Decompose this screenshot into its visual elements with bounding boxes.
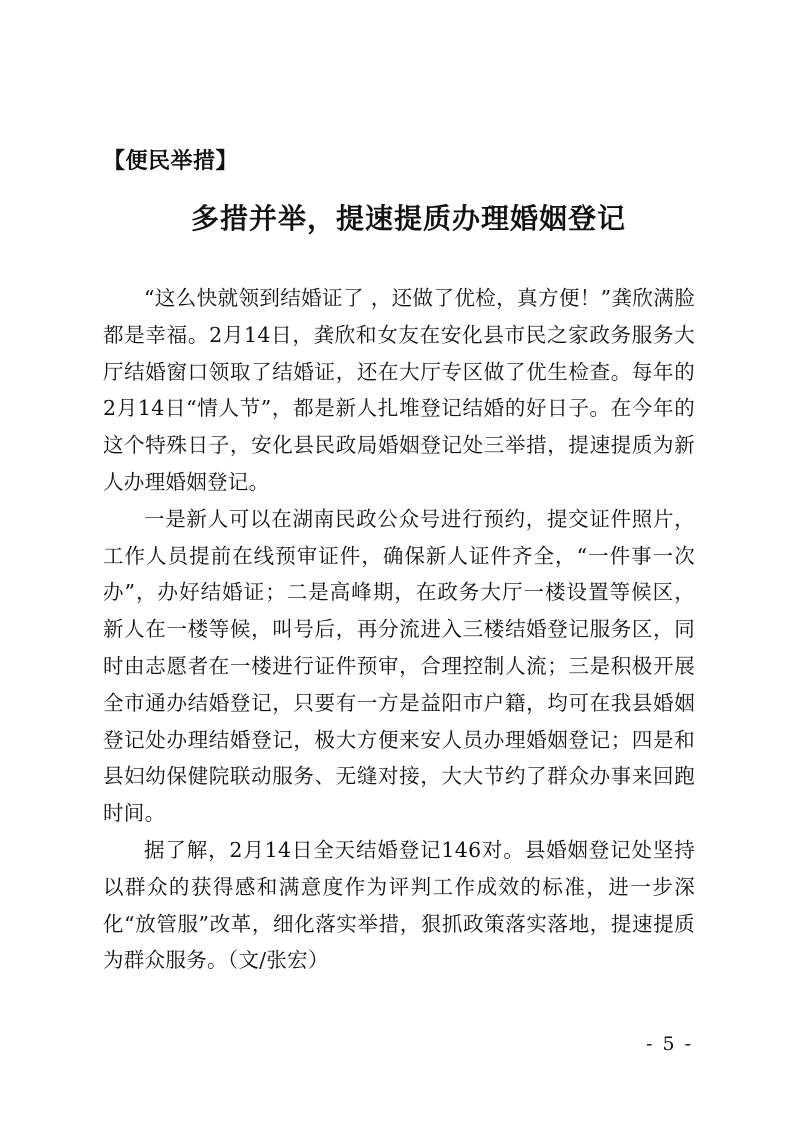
article-body xyxy=(103,280,695,979)
paragraph-measures: 一是新人可以在湖南民政公众号进行预约，提交证件照片，工作人员提前在线预审证件，确保新人证件齐全，“一件事一次办”，办好结婚证；二是高峰期，在政务大厅一楼设置等候区，新人在一楼等候，叫号后，再分流进入三楼结婚登记服务区，同时由志愿者在一楼进行证件预审，合理控制人流；三是积极开展全市通办结婚登记，只要有一方是益阳市户籍，均可在我县婚姻登记处办理结婚登记，极大方便来安人员办理婚姻登记；四是和县妇幼保健院联动服务、无缝对接，大大节约了群众办事来回跑时间。 xyxy=(103,506,695,826)
paragraph-intro: “这么快就领到结婚证了 ，还做了优检，真方便！”龚欣满脸都是幸福。2月14日，龚欣和女友在安化县市民之家政务服务大厅结婚窗口领取了结婚证，还在大厅专区做了优生检查。每年的2月14日“情人节”，都是新人扎堆登记结婚的好日子。在今年的这个特殊日子，安化县民政局婚姻登记处三举措，提速提质为新人办理婚姻登记。 xyxy=(103,286,695,494)
article-title: 多措并举，提速提质办理婚姻登记 xyxy=(190,202,626,235)
page-number: - 5 - xyxy=(645,1033,693,1055)
section-tag: 【便民举措】 xyxy=(103,149,239,174)
paragraph-summary: 据了解，2月14日全天结婚登记146对。县婚姻登记处坚持以群众的获得感和满意度作为评判工作成效的标准，进一步深化“放管服”改革，细化落实举措，狠抓政策落实落地，提速提质为群众服务。（文/张宏） xyxy=(103,837,695,973)
